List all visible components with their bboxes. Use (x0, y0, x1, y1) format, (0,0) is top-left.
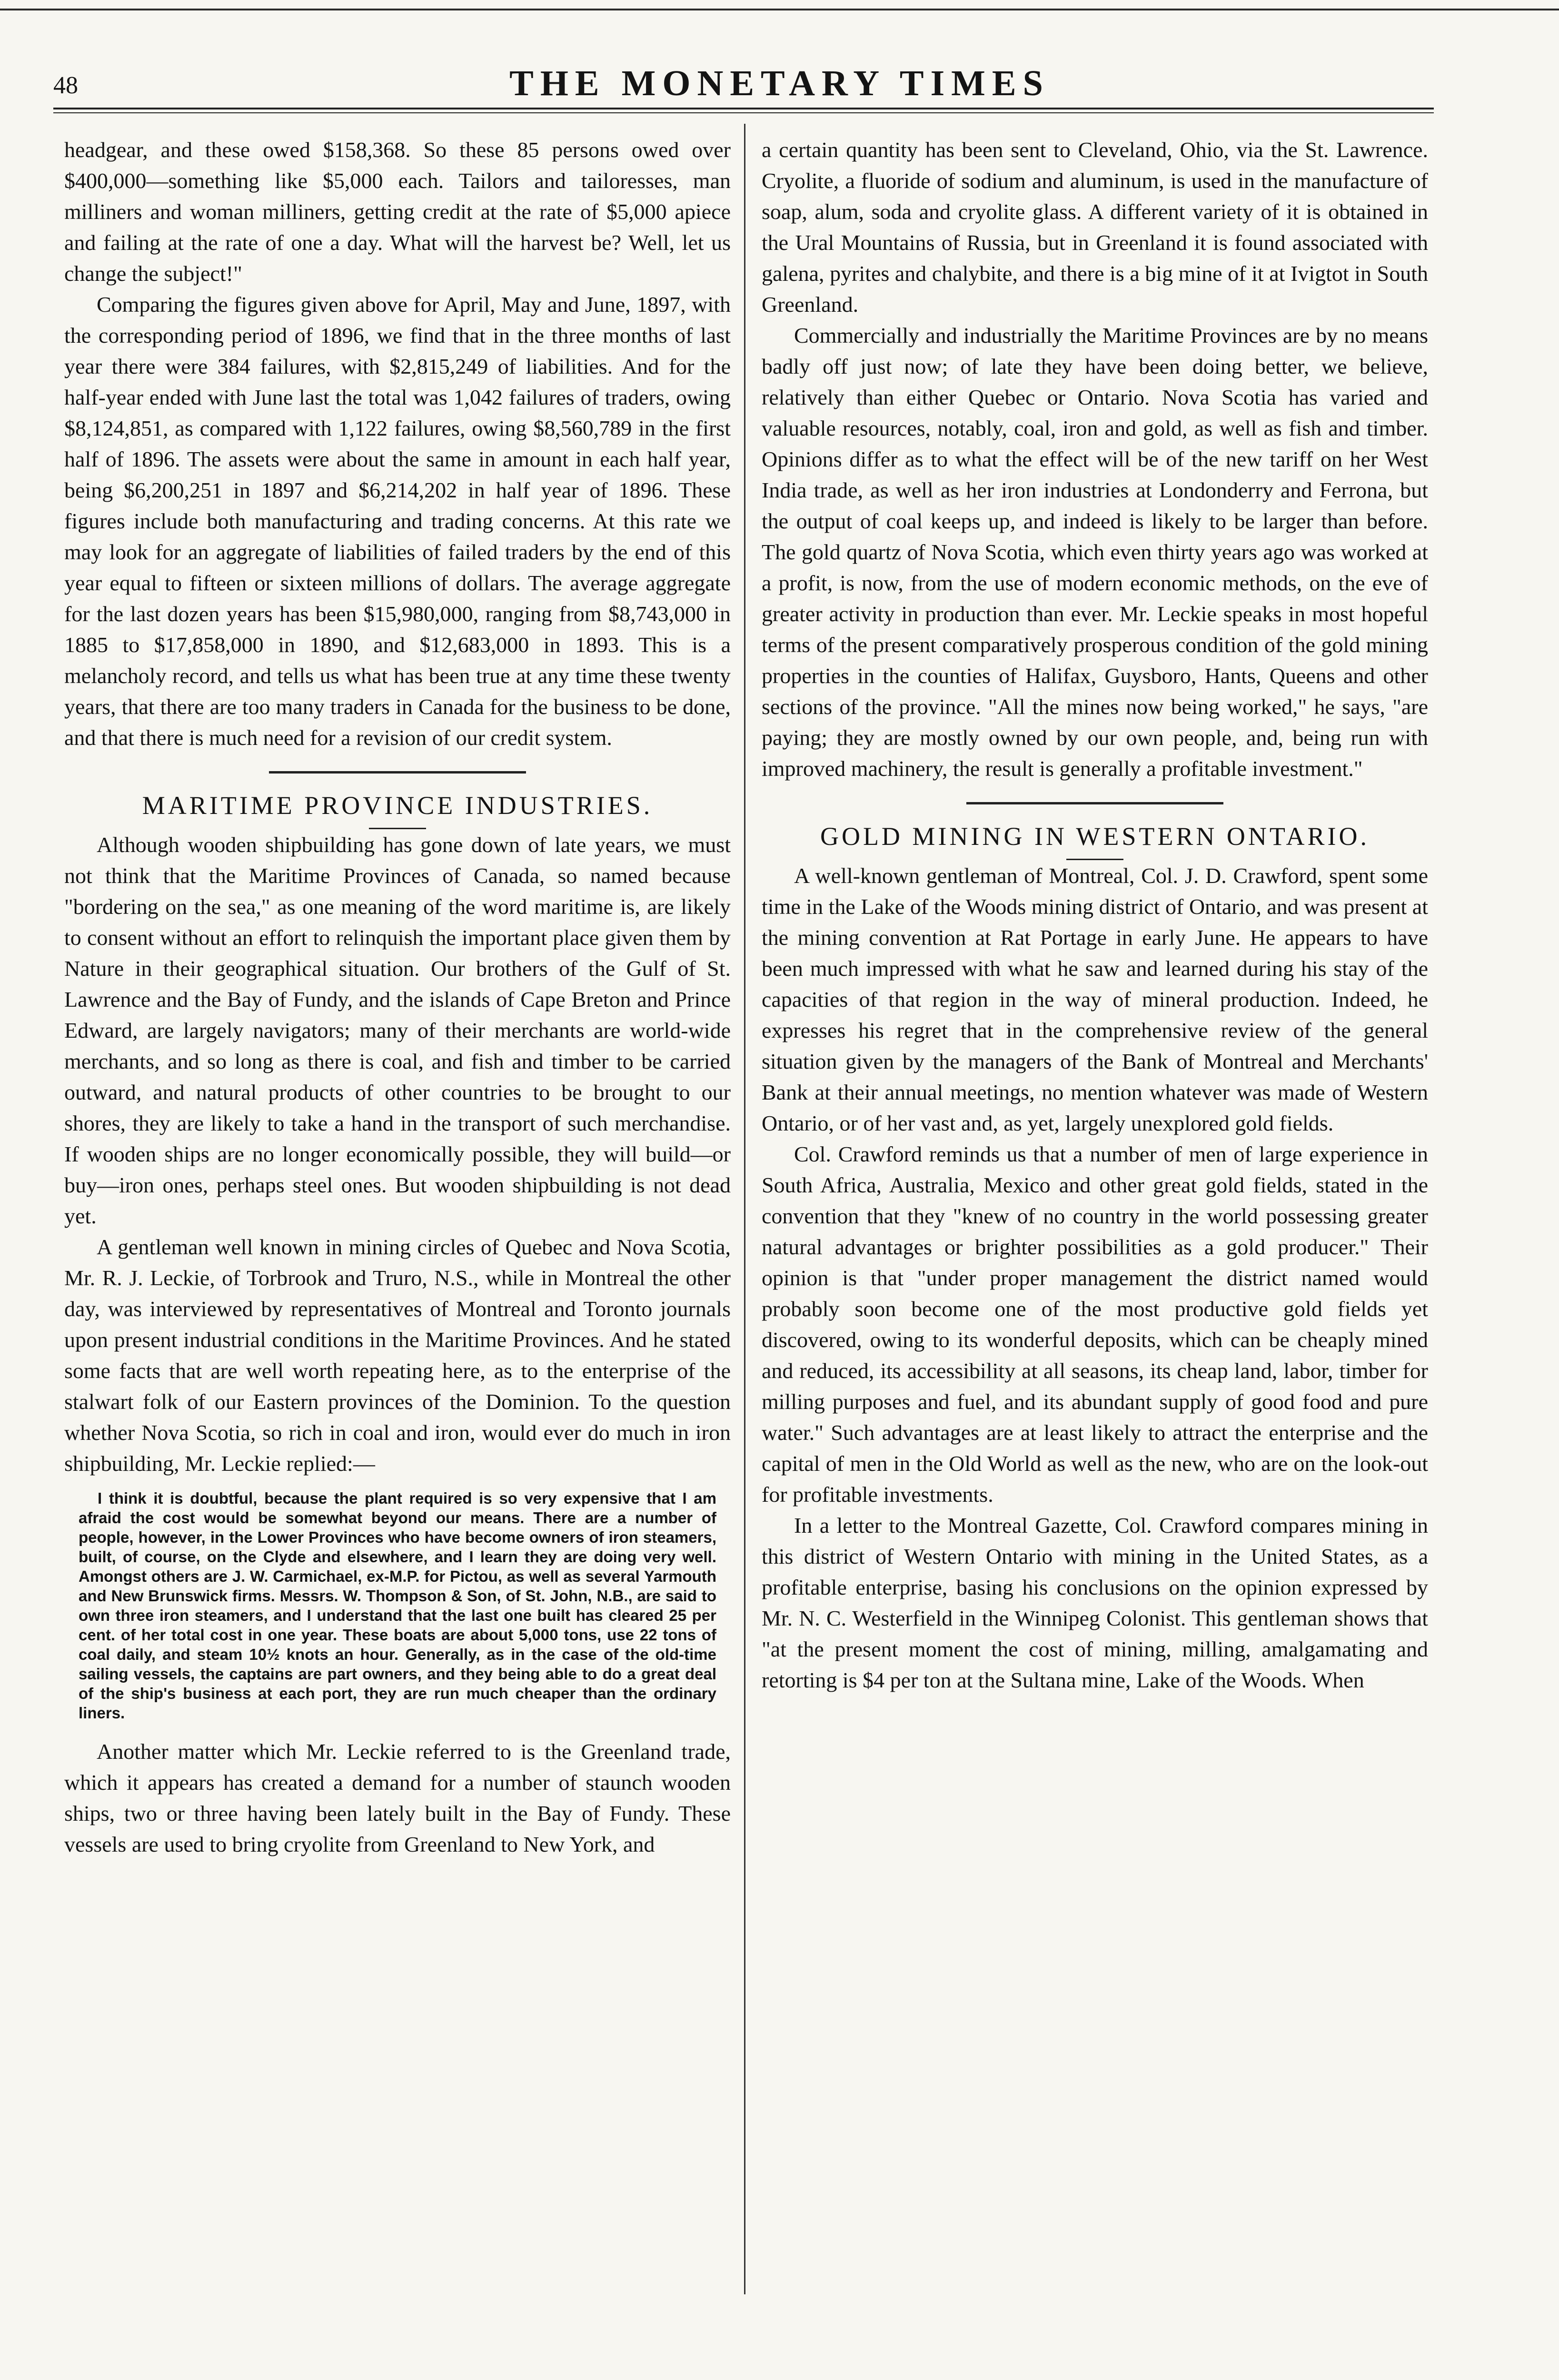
header-rule (53, 108, 1434, 109)
article-paragraph: a certain quantity has been sent to Cleveland, Ohio, via the St. Lawrence. Cryolite, a fluoride of sodium and aluminum, is used in the manufacture of soap, alum, soda and cryolite glass. A different variety of it is obtained in the Ural Mountains of Russia, but in Greenland it is found associated with galena, pyrites and chalybite, and there is a big mine of it at Ivigtot in South Greenland. (762, 138, 1428, 317)
article-paragraph: headgear, and these owed $158,368. So these 85 persons owed over $400,000—something like $5,000 each. Tailors and tailoresses, man milliners and woman milliners, getting credit at the rate of $5,000 apiece and failing at the rate of one a day. What will the harvest be? Well, let us change the subject!" (64, 138, 731, 286)
article-paragraph: In a letter to the Montreal Gazette, Col. Crawford compares mining in this district of Western Ontario with mining in the United States, as a profitable enterprise, basing his conclusions on the opinion expressed by Mr. N. C. Westerfield in the Winnipeg Colonist. This gentleman shows that "at the present moment the cost of mining, milling, amalgamating and retorting is $4 per ton at the Sultana mine, Lake of the Woods. When (762, 1513, 1428, 1692)
right-column (762, 134, 1428, 1696)
top-edge-rule (0, 9, 1559, 10)
article-paragraph: Another matter which Mr. Leckie referred to is the Greenland trade, which it appears has created a demand for a number of staunch wooden ships, two or three having been lately built in the Bay of Fundy. These vessels are used to bring cryolite from Greenland to New York, and (64, 1739, 731, 1856)
section-heading: MARITIME PROVINCE INDUSTRIES. (142, 791, 653, 820)
article-paragraph: A well-known gentleman of Montreal, Col. J. D. Crawford, spent some time in the Lake of the Woods mining district of Ontario, and was present at the mining convention at Rat Portage in early June. He appears to have been much impressed with what he saw and learned during his stay of the capacities of that region in the way of mineral production. Indeed, he expresses his regret that in the comprehensive review of the general situation given by the managers of the Bank of Montreal and Merchants' Bank at their annual meetings, no mention whatever was made of Western Ontario, or of her vast and, as yet, largely unexplored gold fields. (762, 863, 1428, 1135)
article-paragraph: Commercially and industrially the Maritime Provinces are by no means badly off just now; of late they have been doing better, we believe, relatively than either Quebec or Ontario. Nova Scotia has varied and valuable resources, notably, coal, iron and gold, as well as fish and timber. Opinions differ as to what the effect will be of the new tariff on her West India trade, as well as her iron industries at Londonderry and Ferrona, but the output of coal keeps up, and indeed is likely to be larger than before. The gold quartz of Nova Scotia, which even thirty years ago was worked at a profit, is now, from the use of modern economic methods, on the eve of greater activity in production than ever. Mr. Leckie speaks in most hopeful terms of the present comparatively prosperous condition of the gold mining properties in the counties of Halifax, Guysboro, Hants, Queens and other sections of the province. "All the mines now being worked," he says, "are paying; they are mostly owned by our own people, and, being run with improved machinery, the result is generally a profitable investment." (762, 323, 1428, 781)
section-separator (966, 802, 1223, 804)
article-paragraph: Col. Crawford reminds us that a number of men of large experience in South Africa, Australia, Mexico and other great gold fields, stated in the convention that they "knew of no country in the world possessing greater natural advantages or brighter possibilities as a gold producer." Their opinion is that "under proper management the district named would probably soon become one of the most productive gold fields yet discovered, owing to its wonderful deposits, which can be cheaply mined and reduced, its accessibility at all seasons, its cheap land, labor, timber for milling purposes and fuel, and its abundant supply of good food and pure water." Such advantages are at least likely to attract the enterprise and the capital of men in the Old World as well as the new, who are on the look-out for profitable investments. (762, 1142, 1428, 1507)
section-heading: GOLD MINING IN WESTERN ONTARIO. (820, 822, 1370, 851)
publication-title: THE MONETARY TIMES (509, 63, 1050, 103)
left-column (64, 134, 731, 1860)
column-divider (744, 124, 745, 2294)
header-rule-thin (53, 112, 1434, 113)
section-separator (269, 771, 526, 774)
article-paragraph: Comparing the figures given above for April, May and June, 1897, with the corresponding period of 1896, we find that in the three months of last year there were 384 failures, with $2,815,249 of liabilities. And for the half-year ended with June last the total was 1,042 failures of traders, owing $8,124,851, as compared with 1,122 failures, owing $8,560,789 in the first half of 1896. The assets were about the same in amount in each half year, being $6,200,251 in 1897 and $6,214,202 in half year of 1896. These figures include both manufacturing and trading concerns. At this rate we may look for an aggregate of liabilities of failed traders by the end of this year equal to fifteen or sixteen millions of dollars. The average aggregate for the last dozen years has been $15,980,000, ranging from $8,743,000 in 1885 to $17,858,000 in 1890, and $12,683,000 in 1893. This is a melancholy record, and tells us what has been true at any time these twenty years, that there are too many traders in Canada for the business to be done, and that there is much need for a revision of our credit system. (64, 292, 731, 750)
page-number: 48 (53, 72, 78, 99)
block-quote: I think it is doubtful, because the plant required is so very expensive that I am afraid the cost would be somewhat beyond our means. There are a number of people, however, in the Lower Provinces who have become owners of iron steamers, built, of course, on the Clyde and elsewhere, and I learn they are doing very well. Amongst others are J. W. Carmichael, ex-M.P. for Pictou, as well as several Yarmouth and New Brunswick firms. Messrs. W. Thompson & Son, of St. John, N.B., are said to own three iron steamers, and I understand that the last one built has cleared 25 per cent. of her total cost in one year. These boats are about 5,000 tons, use 22 tons of coal daily, and steam 10½ knots an hour. Generally, as in the case of the old-time sailing vessels, the captains are part owners, and they being able to do a great deal of the ship's business at each port, they are run much cheaper than the ordinary liners. (79, 1489, 716, 1722)
article-paragraph: A gentleman well known in mining circles of Quebec and Nova Scotia, Mr. R. J. Leckie, of Torbrook and Truro, N.S., while in Montreal the other day, was interviewed by representatives of Montreal and Toronto journals upon present industrial conditions in the Maritime Provinces. And he stated some facts that are well worth repeating here, as to the enterprise of the stalwart folk of our Eastern provinces of the Dominion. To the question whether Nova Scotia, so rich in coal and iron, would ever do much in iron shipbuilding, Mr. Leckie replied:— (64, 1235, 731, 1476)
article-paragraph: Although wooden shipbuilding has gone down of late years, we must not think that the Maritime Provinces of Canada, so named because "bordering on the sea," as one meaning of the word maritime is, are likely to consent without an effort to relinquish the important place given them by Nature in their geographical situation. Our brothers of the Gulf of St. Lawrence and the Bay of Fundy, and the islands of Cape Breton and Prince Edward, are largely navigators; many of their merchants are world-wide merchants, and so long as there is coal, and fish and timber to be carried outward, and natural products of other countries to be brought to our shores, they are likely to take a hand in the transport of such merchandise. If wooden ships are no longer economically possible, they will build—or buy—iron ones, perhaps steel ones. But wooden shipbuilding is not dead yet. (64, 833, 731, 1228)
